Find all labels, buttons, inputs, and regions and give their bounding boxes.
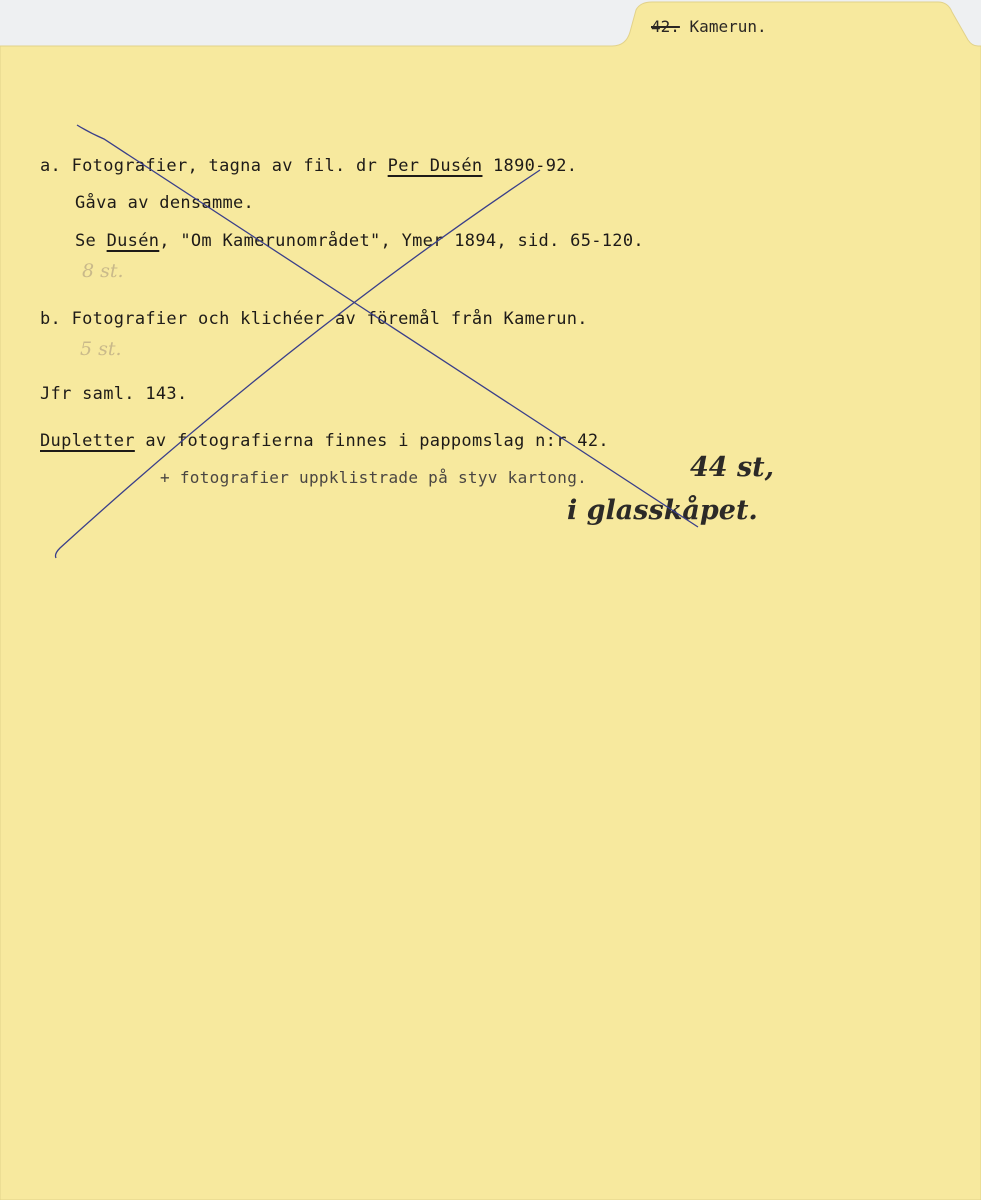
entry-a-see-prefix: Se (75, 231, 107, 251)
entry-a-line (40, 156, 577, 176)
entry-a-gift: Gåva av densamme. (75, 193, 255, 213)
duplicates-rest: av fotografierna finnes i pappomslag n:r 42. (134, 431, 609, 451)
entry-b-count: 5 st. (80, 338, 122, 360)
entry-a-suffix: 1890-92. (482, 156, 578, 176)
entry-a-reference (75, 231, 644, 251)
entry-a-count: 8 st. (82, 260, 124, 282)
duplicates-line (40, 431, 609, 451)
tab-title: Kamerun. (689, 17, 767, 36)
jfr-line: Jfr saml. 143. (40, 384, 188, 404)
entry-a-see-suffix: , "Om Kamerunområdet", Ymer 1894, sid. 65-120. (159, 231, 644, 251)
duplicates-label: Dupletter (40, 431, 135, 451)
tab-number: 42. (651, 17, 680, 36)
entry-b-line: b. Fotografier och klichéer av föremål från Kamerun. (40, 309, 588, 329)
entry-a-name: Per Dusén (387, 156, 483, 176)
extra-count: 44 st, (690, 452, 775, 483)
entry-a-prefix: a. Fotografier, tagna av fil. dr (40, 156, 388, 176)
entry-a-see-name: Dusén (106, 231, 160, 251)
extra-photos-line: + fotografier uppklistrade på styv kartong. (160, 468, 588, 487)
tab-label (651, 17, 767, 36)
extra-location: i glasskåpet. (567, 495, 758, 526)
